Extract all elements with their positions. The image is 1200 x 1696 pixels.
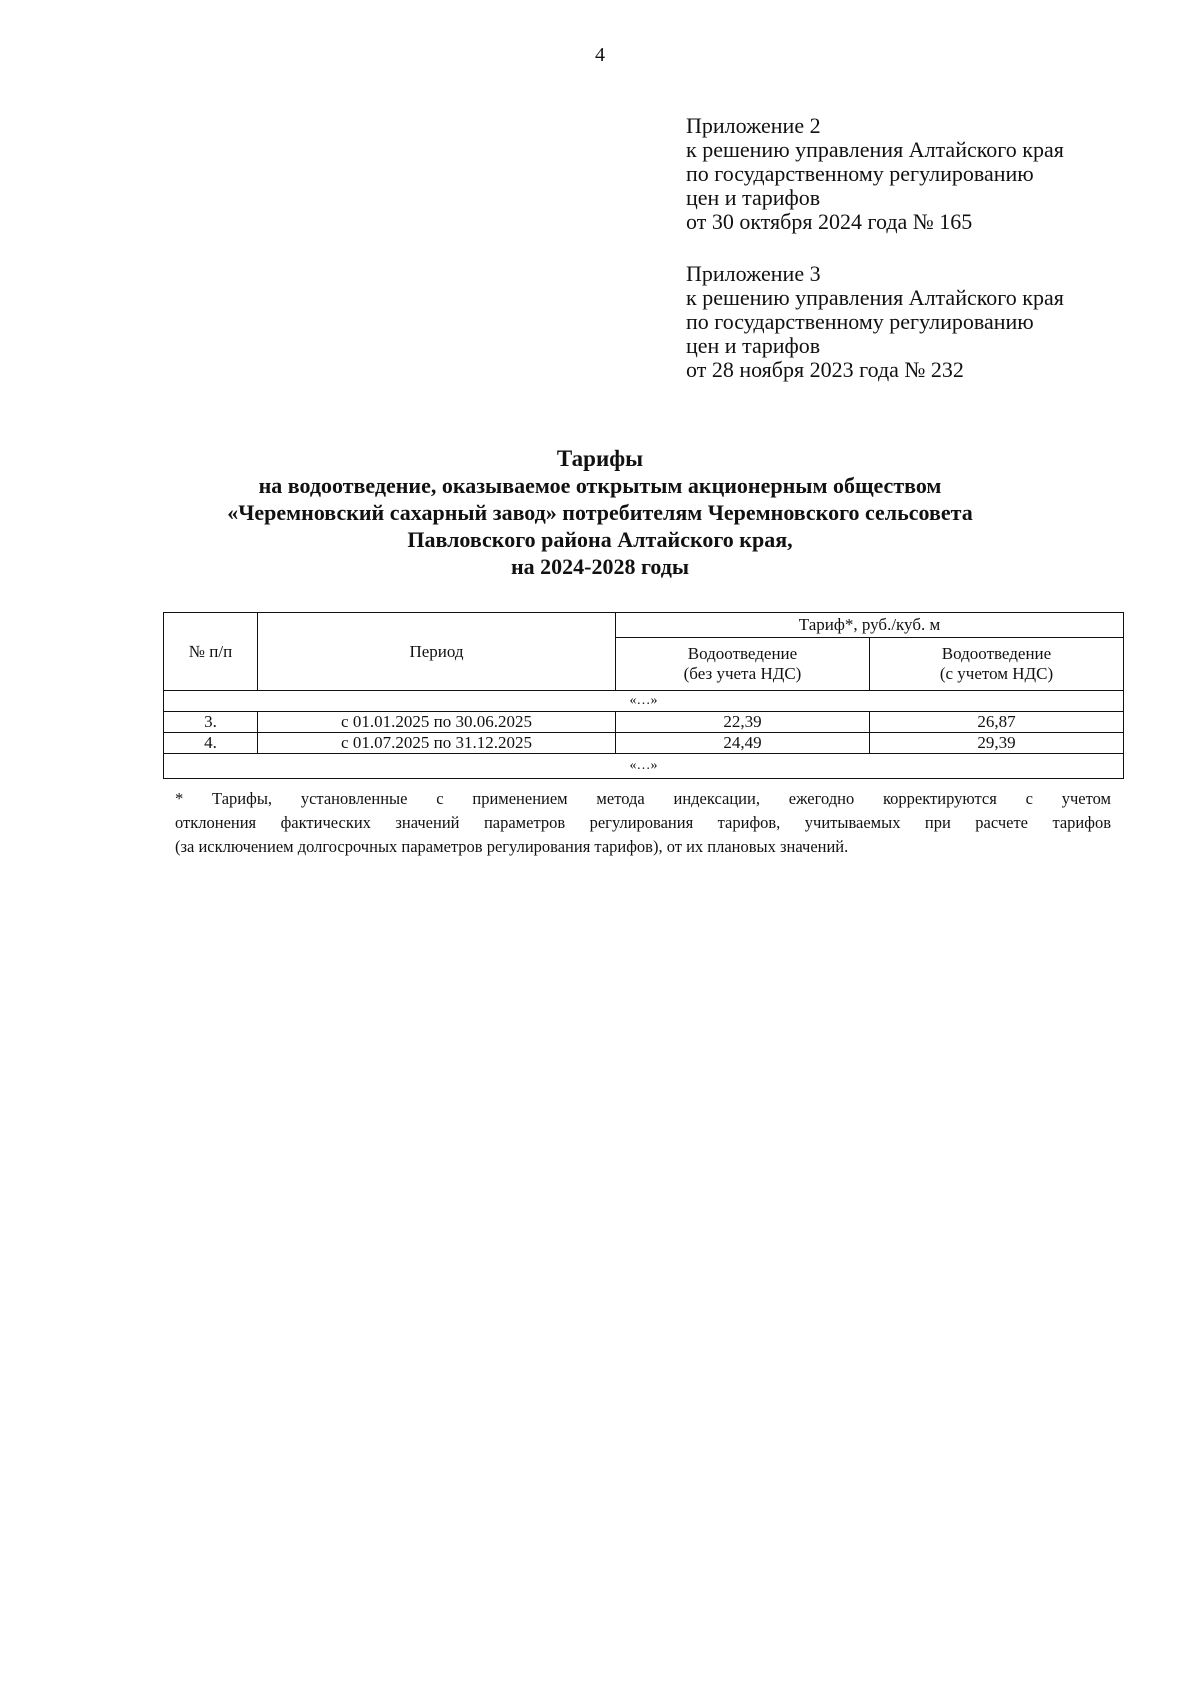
title-line: Павловского района Алтайского края, xyxy=(407,527,793,552)
cell-period: с 01.01.2025 по 30.06.2025 xyxy=(258,712,616,733)
appendix-line: по государственному регулированию xyxy=(686,309,1034,334)
appendix-line: от 30 октября 2024 года № 165 xyxy=(686,209,973,234)
page-number: 4 xyxy=(595,44,605,66)
appendix-line: цен и тарифов xyxy=(686,185,821,210)
cell-period: с 01.07.2025 по 31.12.2025 xyxy=(258,733,616,754)
header-with-vat-line1: Водоотведение xyxy=(941,644,1052,663)
header-with-vat xyxy=(870,638,1124,691)
cell-without-vat: 22,39 xyxy=(616,712,870,733)
omitted-rows-marker: «…» xyxy=(164,691,1124,712)
cell-number: 3. xyxy=(164,712,258,733)
table-row xyxy=(164,733,1124,754)
appendix-line: к решению управления Алтайского края xyxy=(686,285,1064,310)
appendix-line: от 28 ноября 2023 года № 232 xyxy=(686,357,964,382)
title-line: «Черемновский сахарный завод» потребителям Черемновского сельсовета xyxy=(227,500,973,525)
title-main: Тарифы xyxy=(556,446,644,471)
cell-with-vat: 26,87 xyxy=(870,712,1124,733)
title-line: на водоотведение, оказываемое открытым акционерным обществом xyxy=(258,473,942,498)
header-without-vat xyxy=(616,638,870,691)
header-without-vat-line1: Водоотведение xyxy=(687,644,798,663)
appendix-line: к решению управления Алтайского края xyxy=(686,137,1064,162)
cell-with-vat: 29,39 xyxy=(870,733,1124,754)
appendix-3-block xyxy=(686,262,1146,382)
header-tariff: Тариф*, руб./куб. м xyxy=(616,613,1124,638)
header-period: Период xyxy=(258,613,616,691)
title-line: на 2024-2028 годы xyxy=(510,554,690,579)
header-with-vat-line2: (с учетом НДС) xyxy=(939,664,1054,683)
footnote-line: отклонения фактических значений параметров регулирования тарифов, учитываемых при расчете тарифов xyxy=(175,813,1111,832)
footnote-line: (за исключением долгосрочных параметров регулирования тарифов), от их плановых значений. xyxy=(175,837,849,856)
appendix-line: по государственному регулированию xyxy=(686,161,1034,186)
omitted-rows-marker: «…» xyxy=(164,754,1124,779)
cell-without-vat: 24,49 xyxy=(616,733,870,754)
tariff-table xyxy=(163,612,1124,779)
footnote-line: * Тарифы, установленные с применением метода индексации, ежегодно корректируются с учетом xyxy=(175,789,1111,808)
table-row xyxy=(164,712,1124,733)
header-number: № п/п xyxy=(164,613,258,691)
appendix-line: Приложение 2 xyxy=(686,113,821,138)
footnote xyxy=(175,787,1111,859)
header-without-vat-line2: (без учета НДС) xyxy=(683,664,802,683)
appendix-2-block xyxy=(686,114,1146,234)
appendix-line: цен и тарифов xyxy=(686,333,821,358)
cell-number: 4. xyxy=(164,733,258,754)
document-title xyxy=(0,445,1200,580)
appendix-line: Приложение 3 xyxy=(686,261,821,286)
